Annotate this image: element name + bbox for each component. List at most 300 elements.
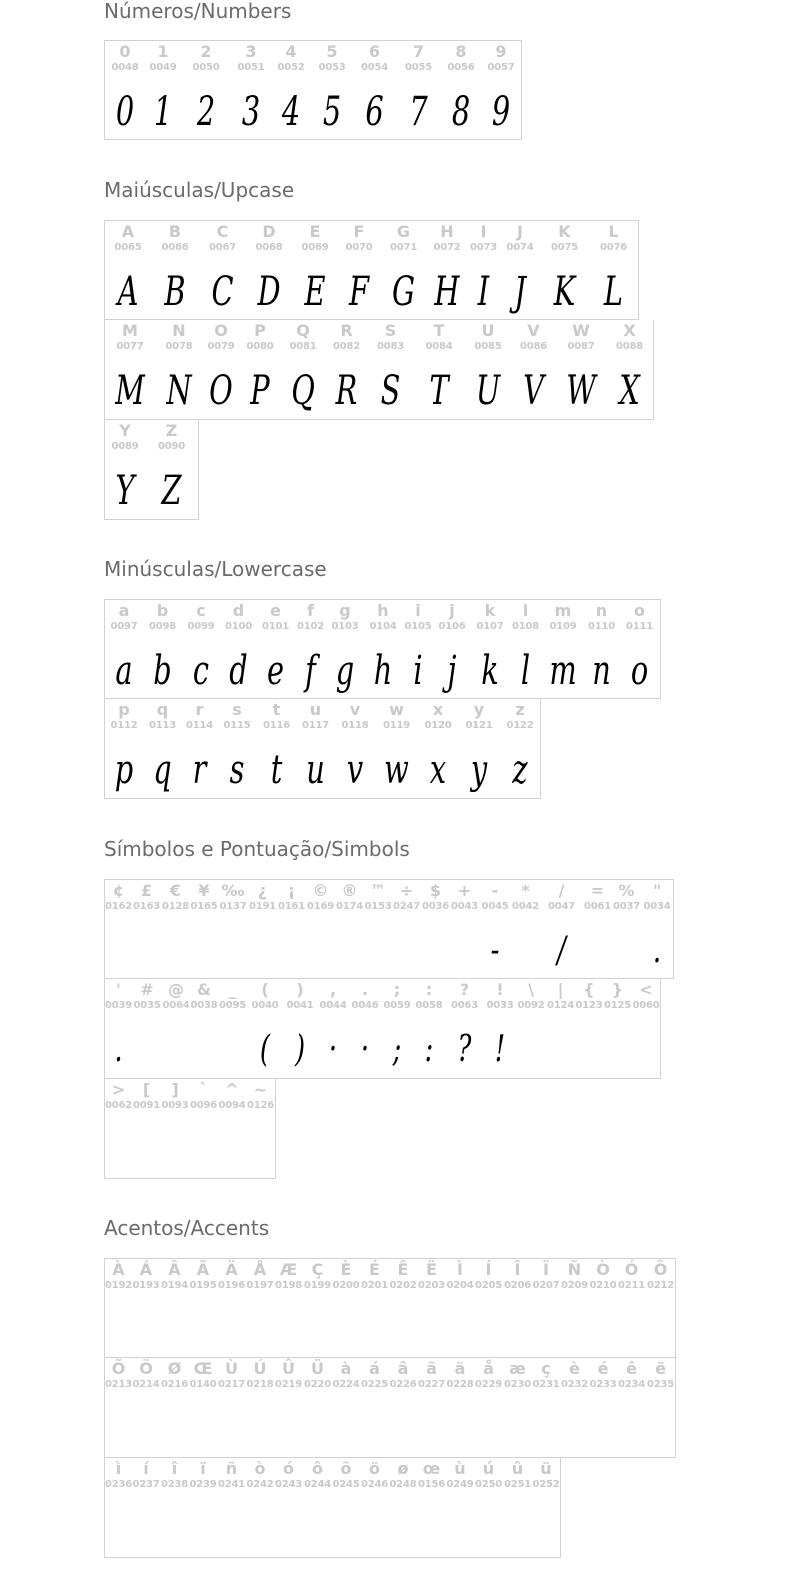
glyph-cell bbox=[132, 879, 162, 979]
glyph-sample bbox=[336, 1402, 356, 1458]
character-label: 5 bbox=[326, 42, 338, 61]
glyph-cell bbox=[294, 599, 328, 699]
glyph-sample bbox=[250, 1123, 271, 1179]
glyph-sample bbox=[250, 1502, 270, 1558]
glyph-sample bbox=[450, 1402, 470, 1458]
glyph-sample bbox=[109, 1303, 128, 1359]
glyph-cell bbox=[646, 1258, 676, 1358]
character-label: c bbox=[196, 601, 206, 620]
character-label: 2 bbox=[200, 42, 212, 61]
character-label: x bbox=[432, 700, 444, 719]
glyph-cell bbox=[247, 979, 284, 1079]
character-code: 0194 bbox=[160, 1280, 189, 1291]
glyph-cell bbox=[257, 699, 297, 799]
character-label: C bbox=[216, 222, 229, 241]
glyph-sample: q bbox=[153, 747, 172, 793]
glyph-sample bbox=[250, 1402, 270, 1458]
glyph-sample bbox=[109, 1402, 128, 1458]
character-label: = bbox=[590, 881, 605, 900]
glyph-row bbox=[104, 879, 674, 979]
character-code: 0226 bbox=[389, 1379, 417, 1390]
character-label: > bbox=[111, 1080, 126, 1099]
character-label: ô bbox=[312, 1459, 323, 1478]
character-label: : bbox=[425, 980, 433, 999]
character-label: ù bbox=[454, 1459, 466, 1478]
glyph-cell bbox=[619, 599, 661, 699]
character-code: 0126 bbox=[246, 1100, 275, 1111]
character-code: 0122 bbox=[506, 720, 534, 731]
glyph-cell bbox=[296, 699, 336, 799]
character-code: 0229 bbox=[474, 1379, 503, 1390]
glyph-cell bbox=[589, 1358, 618, 1458]
glyph-cell bbox=[446, 1358, 475, 1458]
glyph-cell bbox=[363, 599, 404, 699]
glyph-cell bbox=[161, 879, 191, 979]
glyph-sample: : bbox=[424, 1029, 434, 1070]
character-label: e bbox=[270, 601, 281, 620]
character-label: ! bbox=[496, 980, 504, 999]
character-label: é bbox=[597, 1359, 609, 1378]
character-code: 0249 bbox=[446, 1479, 474, 1490]
glyph-cell bbox=[606, 320, 654, 420]
glyph-sample: k bbox=[481, 648, 499, 694]
character-code: 0033 bbox=[486, 1000, 514, 1011]
character-code: 0068 bbox=[255, 242, 283, 253]
character-code: 0123 bbox=[575, 1000, 603, 1011]
glyph-sample bbox=[621, 1402, 642, 1458]
character-label: Î bbox=[514, 1260, 521, 1279]
section-title-numbers: Números/Numbers bbox=[104, 0, 292, 23]
character-code: 0245 bbox=[332, 1479, 360, 1490]
character-code: 0077 bbox=[116, 341, 144, 352]
character-label: 7 bbox=[412, 42, 425, 61]
glyph-sample bbox=[393, 1303, 413, 1359]
character-code: 0100 bbox=[224, 621, 253, 632]
glyph-cell bbox=[317, 979, 350, 1079]
character-code: 0047 bbox=[547, 901, 576, 912]
glyph-sample bbox=[454, 924, 475, 980]
glyph-sample: G bbox=[391, 269, 415, 315]
glyph-sample bbox=[421, 1303, 442, 1359]
character-label: E bbox=[309, 222, 321, 241]
glyph-sample bbox=[136, 1123, 157, 1179]
glyph-sample bbox=[164, 1402, 185, 1458]
character-label: ] bbox=[171, 1080, 179, 1099]
character-label: L bbox=[608, 222, 619, 241]
character-code: 0108 bbox=[511, 621, 540, 632]
character-label: í bbox=[143, 1459, 149, 1478]
glyph-row bbox=[104, 420, 199, 520]
glyph-sample bbox=[136, 1303, 156, 1359]
character-label: g bbox=[339, 601, 351, 620]
glyph-cell bbox=[646, 1358, 676, 1458]
character-label: á bbox=[369, 1359, 380, 1378]
character-label: ï bbox=[200, 1459, 206, 1478]
character-code: 0075 bbox=[550, 242, 579, 253]
glyph-sample bbox=[587, 924, 608, 980]
glyph-sample bbox=[478, 1402, 499, 1458]
character-code: 0070 bbox=[345, 242, 373, 253]
character-code: 0251 bbox=[503, 1479, 532, 1490]
character-code: 0228 bbox=[446, 1379, 474, 1390]
character-code: 0200 bbox=[332, 1280, 360, 1291]
character-label: ò bbox=[254, 1459, 266, 1478]
character-label: & bbox=[197, 980, 211, 999]
character-code: 0225 bbox=[360, 1379, 389, 1390]
character-label: É bbox=[369, 1260, 380, 1279]
character-code: 0092 bbox=[517, 1000, 545, 1011]
glyph-sample bbox=[421, 1502, 442, 1558]
character-code: 0237 bbox=[132, 1479, 160, 1490]
character-code: 0241 bbox=[217, 1479, 246, 1490]
character-label: F bbox=[353, 222, 365, 241]
glyph-sample: B bbox=[164, 269, 186, 315]
glyph-sample: · bbox=[328, 1029, 338, 1070]
glyph-cell bbox=[104, 1258, 133, 1358]
character-code: 0193 bbox=[132, 1280, 160, 1291]
glyph-cell bbox=[417, 1458, 447, 1558]
glyph-cell bbox=[465, 320, 512, 420]
glyph-sample bbox=[278, 1303, 299, 1359]
character-label: ñ bbox=[225, 1459, 238, 1478]
character-code: 0039 bbox=[105, 1000, 133, 1011]
character-code: 0093 bbox=[161, 1100, 189, 1111]
character-code: 0250 bbox=[474, 1479, 503, 1490]
character-label: n bbox=[595, 601, 608, 620]
glyph-cell bbox=[632, 979, 661, 1079]
character-label: À bbox=[112, 1260, 125, 1279]
character-label: Ö bbox=[139, 1359, 153, 1378]
glyph-sample: z bbox=[512, 747, 528, 793]
character-label: y bbox=[473, 700, 485, 719]
glyph-cell bbox=[303, 1258, 333, 1358]
character-label: j bbox=[449, 601, 455, 620]
glyph-cell bbox=[540, 220, 590, 320]
glyph-cell bbox=[474, 1258, 504, 1358]
character-code: 0045 bbox=[481, 901, 509, 912]
glyph-cell bbox=[335, 879, 365, 979]
character-code: 0196 bbox=[217, 1280, 246, 1291]
glyph-sample: b bbox=[153, 648, 172, 694]
glyph-cell bbox=[162, 979, 191, 1079]
glyph-cell bbox=[274, 1458, 304, 1558]
glyph-cell bbox=[389, 1458, 418, 1558]
character-label: z bbox=[515, 700, 525, 719]
glyph-sample bbox=[221, 1303, 242, 1359]
character-code: 0051 bbox=[237, 62, 265, 73]
glyph-cell bbox=[381, 979, 414, 1079]
glyph-cell bbox=[104, 879, 133, 979]
character-code: 0062 bbox=[105, 1100, 133, 1111]
character-code: 0243 bbox=[274, 1479, 303, 1490]
character-label: û bbox=[511, 1459, 524, 1478]
character-code: 0056 bbox=[447, 62, 475, 73]
glyph-cell bbox=[575, 979, 604, 1079]
glyph-sample bbox=[278, 1402, 299, 1458]
character-code: 0203 bbox=[417, 1280, 446, 1291]
character-code: 0140 bbox=[189, 1379, 217, 1390]
character-code: 0199 bbox=[303, 1280, 332, 1291]
character-code: 0205 bbox=[474, 1280, 503, 1291]
glyph-cell bbox=[274, 1258, 304, 1358]
character-label: Ç bbox=[311, 1260, 324, 1279]
glyph-sample bbox=[194, 1023, 214, 1079]
character-code: 0137 bbox=[219, 901, 247, 912]
glyph-cell bbox=[479, 879, 512, 979]
glyph-cell bbox=[132, 1079, 162, 1179]
character-code: 0191 bbox=[248, 901, 277, 912]
glyph-cell bbox=[413, 320, 466, 420]
glyph-sample bbox=[368, 924, 388, 980]
glyph-cell bbox=[349, 979, 382, 1079]
glyph-cell bbox=[641, 879, 674, 979]
character-code: 0195 bbox=[189, 1280, 217, 1291]
character-code: 0066 bbox=[161, 242, 189, 253]
glyph-cell bbox=[104, 1079, 133, 1179]
glyph-sample: / bbox=[557, 930, 566, 971]
character-label: I bbox=[480, 222, 487, 241]
glyph-sample: Y bbox=[115, 468, 135, 514]
glyph-cell bbox=[589, 1258, 618, 1358]
glyph-cell bbox=[199, 220, 247, 320]
glyph-cell bbox=[161, 1079, 190, 1179]
glyph-cell bbox=[458, 699, 501, 799]
character-label: T bbox=[433, 321, 445, 340]
character-code: 0116 bbox=[262, 720, 291, 731]
character-label: q bbox=[156, 700, 169, 719]
character-label: Ò bbox=[596, 1260, 610, 1279]
glyph-sample bbox=[515, 924, 536, 980]
glyph-sample bbox=[450, 1502, 470, 1558]
glyph-sample bbox=[339, 924, 360, 980]
glyph-cell bbox=[104, 1458, 133, 1558]
glyph-sample bbox=[425, 924, 446, 980]
character-label: Ó bbox=[624, 1260, 639, 1279]
character-label: s bbox=[232, 700, 242, 719]
character-label: æ bbox=[509, 1359, 526, 1378]
character-code: 0071 bbox=[389, 242, 418, 253]
character-code: 0035 bbox=[133, 1000, 161, 1011]
character-label: / bbox=[558, 881, 565, 900]
glyph-sample bbox=[221, 1402, 242, 1458]
glyph-cell bbox=[182, 599, 221, 699]
glyph-cell bbox=[151, 220, 200, 320]
character-label: u bbox=[309, 700, 322, 719]
character-code: 0235 bbox=[646, 1379, 675, 1390]
glyph-sample bbox=[536, 1502, 556, 1558]
section-title-upcase: Maiúsculas/Upcase bbox=[104, 178, 295, 202]
glyph-sample bbox=[136, 1502, 156, 1558]
character-label: ¿ bbox=[257, 881, 268, 900]
glyph-cell bbox=[427, 220, 468, 320]
glyph-cell bbox=[353, 40, 397, 140]
character-label: + bbox=[457, 881, 472, 900]
character-label: d bbox=[232, 601, 245, 620]
glyph-cell bbox=[380, 220, 428, 320]
glyph-cell bbox=[503, 1458, 533, 1558]
glyph-sample bbox=[222, 1023, 243, 1079]
character-code: 0042 bbox=[511, 901, 540, 912]
character-label: ` bbox=[199, 1080, 208, 1099]
glyph-sample bbox=[164, 1303, 185, 1359]
character-label: < bbox=[639, 980, 653, 999]
glyph-sample: A bbox=[117, 269, 139, 315]
character-code: 0119 bbox=[382, 720, 411, 731]
glyph-cell bbox=[500, 220, 541, 320]
character-label: Ê bbox=[397, 1260, 409, 1279]
character-code: 0213 bbox=[105, 1379, 133, 1390]
character-code: 0073 bbox=[469, 242, 498, 253]
character-label: _ bbox=[228, 980, 237, 999]
glyph-sample: i bbox=[413, 648, 423, 694]
glyph-sample bbox=[478, 1502, 499, 1558]
character-label: Õ bbox=[111, 1359, 126, 1378]
glyph-sample bbox=[393, 1402, 413, 1458]
character-label: Ã bbox=[196, 1260, 210, 1279]
character-label: ~ bbox=[253, 1080, 268, 1099]
glyph-row bbox=[104, 220, 639, 320]
character-code: 0124 bbox=[546, 1000, 575, 1011]
character-label: f bbox=[307, 601, 314, 620]
glyph-cell bbox=[274, 1358, 304, 1458]
glyph-sample: J bbox=[514, 269, 526, 315]
glyph-cell bbox=[511, 879, 541, 979]
character-label: Á bbox=[139, 1260, 153, 1279]
character-code: 0153 bbox=[364, 901, 392, 912]
character-code: 0099 bbox=[187, 621, 215, 632]
character-code: 0246 bbox=[360, 1479, 389, 1490]
character-label: $ bbox=[429, 881, 442, 900]
character-code: 0201 bbox=[360, 1280, 389, 1291]
glyph-cell bbox=[546, 979, 576, 1079]
glyph-cell bbox=[132, 979, 163, 1079]
character-code: 0041 bbox=[286, 1000, 314, 1011]
glyph-cell bbox=[474, 1458, 504, 1558]
character-code: 0234 bbox=[617, 1379, 646, 1390]
glyph-sample bbox=[550, 1023, 571, 1079]
glyph-sample bbox=[336, 1502, 356, 1558]
glyph-cell bbox=[617, 1358, 647, 1458]
glyph-sample bbox=[281, 924, 302, 980]
glyph-sample bbox=[164, 1502, 185, 1558]
glyph-cell bbox=[303, 1358, 333, 1458]
glyph-sample: 3 bbox=[241, 89, 261, 135]
character-label: Ú bbox=[253, 1359, 267, 1378]
glyph-cell bbox=[218, 979, 248, 1079]
character-code: 0232 bbox=[560, 1379, 589, 1390]
character-code: 0074 bbox=[506, 242, 534, 253]
glyph-cell bbox=[104, 320, 156, 420]
glyph-cell bbox=[532, 1358, 561, 1458]
character-code: 0217 bbox=[217, 1379, 246, 1390]
character-code: 0197 bbox=[246, 1280, 274, 1291]
glyph-cell bbox=[104, 420, 146, 520]
glyph-sample: 9 bbox=[491, 89, 511, 135]
character-code: 0063 bbox=[450, 1000, 479, 1011]
glyph-cell bbox=[403, 599, 434, 699]
glyph-cell bbox=[617, 1258, 647, 1358]
glyph-sample bbox=[194, 924, 214, 980]
character-label: , bbox=[329, 980, 337, 999]
character-label: Ø bbox=[167, 1359, 182, 1378]
glyph-sample: L bbox=[603, 269, 624, 315]
character-label: Ô bbox=[653, 1260, 668, 1279]
glyph-row bbox=[104, 699, 541, 799]
character-code: 0111 bbox=[625, 621, 654, 632]
character-code: 0128 bbox=[161, 901, 190, 912]
glyph-sample: Q bbox=[291, 368, 315, 414]
glyph-cell bbox=[360, 1358, 390, 1458]
glyph-sample: a bbox=[115, 648, 133, 694]
glyph-cell bbox=[143, 699, 183, 799]
character-code: 0046 bbox=[351, 1000, 379, 1011]
character-code: 0044 bbox=[319, 1000, 347, 1011]
glyph-sample bbox=[222, 924, 244, 980]
glyph-cell bbox=[311, 40, 354, 140]
character-code: 0072 bbox=[433, 242, 461, 253]
glyph-cell bbox=[335, 699, 376, 799]
glyph-sample: P bbox=[250, 368, 270, 414]
glyph-cell bbox=[218, 1079, 247, 1179]
glyph-cell bbox=[155, 320, 204, 420]
character-label: Û bbox=[282, 1359, 295, 1378]
character-code: 0036 bbox=[421, 901, 450, 912]
glyph-sample bbox=[579, 1023, 599, 1079]
glyph-sample: T bbox=[429, 368, 449, 414]
glyph-cell bbox=[484, 979, 517, 1079]
glyph-sample bbox=[507, 1303, 528, 1359]
glyph-cell bbox=[104, 220, 152, 320]
character-code: 0204 bbox=[446, 1280, 474, 1291]
glyph-cell bbox=[532, 1458, 561, 1558]
glyph-cell bbox=[446, 1258, 475, 1358]
glyph-cell bbox=[283, 979, 318, 1079]
character-code: 0059 bbox=[383, 1000, 411, 1011]
character-code: 0052 bbox=[277, 62, 305, 73]
character-code: 0112 bbox=[110, 720, 138, 731]
character-code: 0117 bbox=[301, 720, 330, 731]
character-label: Œ bbox=[193, 1359, 213, 1378]
character-label: Í bbox=[485, 1260, 492, 1279]
glyph-cell bbox=[467, 220, 501, 320]
character-code: 0084 bbox=[425, 341, 453, 352]
character-code: 0054 bbox=[360, 62, 389, 73]
character-label: N bbox=[172, 321, 186, 340]
character-label: ® bbox=[341, 881, 358, 900]
character-code: 0114 bbox=[185, 720, 214, 731]
glyph-sample: W bbox=[566, 368, 596, 414]
glyph-sample bbox=[109, 924, 128, 980]
character-label: p bbox=[118, 700, 130, 719]
glyph-cell bbox=[417, 1258, 447, 1358]
character-code: 0105 bbox=[404, 621, 432, 632]
character-code: 0115 bbox=[223, 720, 251, 731]
character-label: à bbox=[340, 1359, 352, 1378]
glyph-sample: m bbox=[549, 648, 577, 694]
glyph-cell bbox=[445, 979, 485, 1079]
character-label: ( bbox=[261, 980, 269, 999]
character-label: ) bbox=[296, 980, 304, 999]
glyph-cell bbox=[189, 1079, 219, 1179]
glyph-sample bbox=[193, 1123, 214, 1179]
glyph-sample: 8 bbox=[451, 89, 471, 135]
character-label: - bbox=[491, 881, 499, 900]
character-label: 4 bbox=[285, 42, 297, 61]
glyph-cell bbox=[246, 1258, 275, 1358]
character-label: Ï bbox=[543, 1260, 549, 1279]
character-code: 0238 bbox=[160, 1479, 189, 1490]
character-label: * bbox=[521, 881, 530, 900]
